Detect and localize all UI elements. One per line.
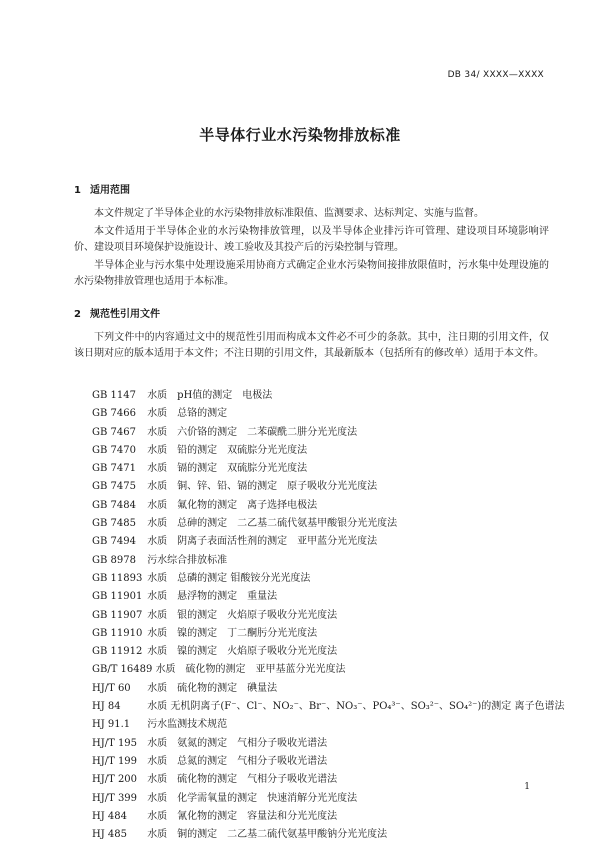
reference-code: GB 8978: [92, 554, 136, 566]
reference-item: [92, 808, 552, 826]
reference-code: GB 7485: [92, 518, 136, 530]
reference-item: [92, 460, 552, 478]
section-2-paragraph-1: 下列文件中的内容通过文中的规范性引用而构成本文件必不可少的条款。其中，注日期的引用文件，仅该日期对应的版本适用于本文件；不注日期的引用文件，其最新版本（包括所有的修改单）适用于本文件。: [74, 332, 549, 359]
reference-code: HJ/T 200: [92, 774, 138, 786]
section-title: 规范性引用文件: [90, 309, 160, 320]
reference-item: [92, 515, 552, 533]
reference-code: GB 7494: [92, 536, 136, 548]
document-code: DB 34/ XXXX—XXXX: [447, 70, 544, 80]
reference-code: GB/T 16489: [92, 664, 153, 676]
reference-title: 水质 氟化物的测定 离子选择电极法: [147, 499, 318, 511]
reference-title: 水质 铜、锌、铅、镉的测定 原子吸收分光光度法: [147, 481, 378, 493]
reference-item: [92, 387, 552, 405]
reference-item: [92, 478, 552, 496]
reference-title: 水质 pH值的测定 电极法: [147, 390, 273, 401]
reference-item: [92, 442, 552, 460]
reference-item: [92, 552, 552, 570]
reference-title: 水质 氨氮的测定 气相分子吸收光谱法: [147, 737, 328, 749]
reference-code: GB 7466: [92, 408, 136, 420]
reference-title: 水质 总砷的测定 二乙基二硫代氨基甲酸银分光光度法: [147, 518, 398, 530]
reference-title: 水质 总氮的测定 气相分子吸收光谱法: [147, 755, 328, 767]
reference-code: GB 7470: [92, 444, 136, 456]
reference-title: 水质 化学需氧量的测定 快速消解分光光度法: [147, 792, 358, 804]
reference-title: 水质 无机阴离子(F⁻、Cl⁻、NO₂⁻、Br⁻、NO₃⁻、PO₄³⁻、SO₃²⁻、SO₄²⁻)的测定 离子色谱法: [147, 701, 565, 713]
reference-code: HJ/T 195: [92, 737, 138, 749]
reference-item: [92, 497, 552, 515]
reference-item: [92, 533, 552, 551]
reference-title: 水质 硫化物的测定 气相分子吸收光谱法: [147, 774, 338, 786]
section-1-paragraph-1: 本文件规定了半导体企业的水污染物排放标准限值、监测要求、达标判定、实施与监督。: [94, 208, 484, 219]
page-number: 1: [524, 782, 530, 792]
reference-item: [92, 753, 552, 771]
reference-code: GB 1147: [92, 390, 136, 401]
reference-title: 水质 硫化物的测定 碘量法: [147, 682, 278, 694]
reference-code: GB 11907: [92, 609, 143, 621]
section-title: 适用范围: [90, 185, 130, 196]
reference-title: 水质 硫化物的测定 亚甲基蓝分光光度法: [155, 664, 346, 676]
section-1-heading: [74, 181, 130, 196]
reference-title: 污水监测技术规范: [147, 719, 228, 731]
reference-item: [92, 716, 552, 734]
section-number: 2: [74, 309, 81, 320]
reference-item: [92, 424, 552, 442]
reference-title: 水质 镍的测定 丁二酮肟分光光度法: [147, 627, 318, 639]
section-1-paragraph-3: 半导体企业与污水集中处理设施采用协商方式确定企业水污染物间接排放限值时，污水集中处理设施的水污染物排放管理也适用于本标准。: [74, 260, 549, 287]
reference-code: GB 11893: [92, 572, 143, 584]
reference-item: [92, 771, 552, 789]
reference-code: GB 7467: [92, 426, 136, 438]
reference-title: 水质 氰化物的测定 容量法和分光光度法: [147, 810, 338, 822]
reference-item: [92, 790, 552, 808]
reference-item: [92, 680, 552, 698]
section-number: 1: [74, 185, 81, 196]
reference-code: GB 7475: [92, 481, 136, 493]
reference-item: [92, 826, 552, 844]
reference-title: 水质 六价铬的测定 二苯碳酰二肼分光光度法: [147, 426, 358, 438]
reference-code: HJ/T 399: [92, 792, 138, 804]
reference-item: [92, 698, 565, 716]
reference-title: 水质 悬浮物的测定 重量法: [147, 591, 278, 603]
reference-code: HJ 84: [92, 701, 121, 713]
reference-title: 水质 总磷的测定 钼酸铵分光光度法: [147, 572, 311, 584]
reference-item: [92, 735, 552, 753]
reference-title: 水质 铜的测定 二乙基二硫代氨基甲酸钠分光光度法: [147, 829, 388, 841]
reference-item: [92, 607, 552, 625]
reference-code: GB 11910: [92, 627, 143, 639]
reference-code: HJ 485: [92, 829, 127, 841]
reference-list: [92, 387, 565, 844]
document-title: 半导体行业水污染物排放标准: [199, 126, 401, 144]
reference-item: [92, 570, 552, 588]
reference-title: 水质 阴离子表面活性剂的测定 亚甲蓝分光光度法: [147, 536, 378, 548]
section-2-heading: [74, 305, 160, 320]
reference-code: HJ 484: [92, 810, 127, 822]
reference-title: 污水综合排放标准: [147, 554, 228, 566]
reference-item: [92, 643, 552, 661]
reference-item: [92, 588, 552, 606]
reference-code: HJ 91.1: [92, 719, 131, 731]
reference-title: 水质 银的测定 火焰原子吸收分光光度法: [147, 609, 338, 621]
reference-code: GB 7484: [92, 499, 136, 511]
reference-code: HJ/T 60: [92, 682, 131, 694]
reference-title: 水质 铅的测定 双硫腙分光光度法: [147, 444, 308, 456]
reference-code: GB 11901: [92, 591, 143, 603]
reference-code: HJ/T 199: [92, 755, 138, 767]
reference-item: [92, 405, 552, 423]
reference-item: [92, 661, 552, 679]
section-1-paragraph-2: 本文件适用于半导体企业的水污染物排放管理，以及半导体企业排污许可管理、建设项目环境影响评价、建设项目环境保护设施设计、竣工验收及其投产后的污染控制与管理。: [74, 226, 549, 253]
reference-title: 水质 镍的测定 火焰原子吸收分光光度法: [147, 646, 338, 658]
reference-item: [92, 625, 552, 643]
reference-title: 水质 总铬的测定: [147, 408, 228, 420]
reference-code: GB 11912: [92, 646, 143, 658]
reference-code: GB 7471: [92, 463, 136, 475]
reference-title: 水质 镉的测定 双硫腙分光光度法: [147, 463, 308, 475]
